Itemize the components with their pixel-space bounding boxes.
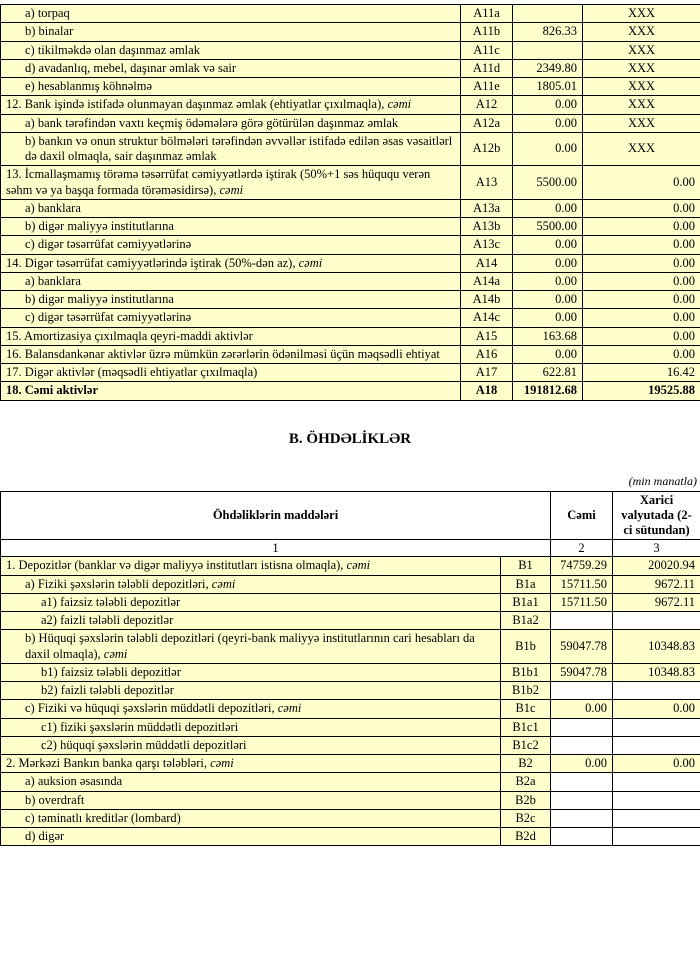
row-label-text: 12. Bank işində istifadə olunmayan daşınmaz əmlak (ehtiyatlar çıxılmaqla), <box>6 97 388 112</box>
row-code: B1 <box>501 557 551 575</box>
table-row <box>1 663 700 681</box>
liabilities-table-header <box>1 491 700 557</box>
row-code: A14c <box>461 309 513 327</box>
row-label <box>1 254 461 272</box>
row-label-text: b) overdraft <box>25 792 85 807</box>
row-label-italic: cəmi <box>387 97 412 112</box>
table-row <box>1 291 700 309</box>
row-fx-na: XXX <box>583 23 700 41</box>
table-row <box>1 114 700 132</box>
row-fx-value <box>613 736 700 754</box>
row-fx-value: 19525.88 <box>583 382 700 400</box>
row-fx-na: XXX <box>583 114 700 132</box>
row-total-value <box>513 41 583 59</box>
row-label <box>1 23 461 41</box>
row-label <box>1 364 461 382</box>
row-code: B1a <box>501 575 551 593</box>
row-label-text: a) auksion əsasında <box>25 774 123 789</box>
table-row <box>1 736 700 754</box>
row-code: A12a <box>461 114 513 132</box>
col-number-1: 1 <box>1 540 551 557</box>
row-total-value <box>551 612 613 630</box>
row-total-value: 0.00 <box>513 345 583 363</box>
row-total-value: 0.00 <box>513 199 583 217</box>
col-number-2: 2 <box>551 540 613 557</box>
row-label-text: a1) faizsiz tələbli depozitlər <box>41 594 181 609</box>
row-total-value <box>551 736 613 754</box>
table-row <box>1 78 700 96</box>
table-row <box>1 700 700 718</box>
row-code: A11e <box>461 78 513 96</box>
row-label-text: 18. Cəmi aktivlər <box>6 383 98 398</box>
row-code: A16 <box>461 345 513 363</box>
row-total-value <box>551 828 613 846</box>
row-code: B2d <box>501 828 551 846</box>
row-label <box>1 96 461 114</box>
row-label <box>1 663 501 681</box>
table-row <box>1 41 700 59</box>
row-fx-value <box>613 718 700 736</box>
row-label-text: b) digər maliyyə institutlarına <box>25 219 174 233</box>
assets-table <box>0 4 700 401</box>
row-fx-value: 0.00 <box>583 254 700 272</box>
table-row <box>1 5 700 23</box>
row-code: B2c <box>501 809 551 827</box>
row-code: A14b <box>461 291 513 309</box>
row-fx-value <box>613 791 700 809</box>
row-label <box>1 218 461 236</box>
row-total-value: 622.81 <box>513 364 583 382</box>
table-row <box>1 718 700 736</box>
table-row <box>1 382 700 400</box>
row-label <box>1 5 461 23</box>
row-label <box>1 612 501 630</box>
row-label <box>1 382 461 400</box>
row-code: B1c <box>501 700 551 718</box>
row-label-text: c1) fiziki şəxslərin müddətli depozitləri <box>41 719 239 734</box>
row-fx-value: 0.00 <box>583 218 700 236</box>
row-label-text: d) digər <box>25 829 65 843</box>
row-code: B1b1 <box>501 663 551 681</box>
row-fx-value: 0.00 <box>583 236 700 254</box>
col-header-items: Öhdəliklərin maddələri <box>1 491 551 540</box>
row-label <box>1 575 501 593</box>
row-label <box>1 557 501 575</box>
row-fx-value: 0.00 <box>583 199 700 217</box>
row-label-text: c2) hüquqi şəxslərin müddətli depozitləri <box>41 737 247 752</box>
table-row <box>1 630 700 664</box>
row-label <box>1 791 501 809</box>
row-label-text: b2) faizli tələbli depozitlər <box>41 683 174 697</box>
section-b-heading: B. ÖHDƏLİKLƏR <box>288 430 412 447</box>
row-label-text: a) bank tərəfindən vaxtı keçmiş ödəmələrə görə götürülən daşınmaz əmlak <box>25 115 399 130</box>
row-total-value: 0.00 <box>513 114 583 132</box>
row-total-value: 5500.00 <box>513 166 583 200</box>
row-total-value <box>551 791 613 809</box>
table-row <box>1 345 700 363</box>
row-label-text: a) torpaq <box>25 6 70 20</box>
row-code: A11b <box>461 23 513 41</box>
row-fx-value: 0.00 <box>583 272 700 290</box>
row-fx-na: XXX <box>583 78 700 96</box>
row-code: A12b <box>461 132 513 166</box>
row-label <box>1 309 461 327</box>
row-fx-value: 0.00 <box>613 755 700 773</box>
row-label-text: b) binalar <box>25 24 74 39</box>
row-total-value: 191812.68 <box>513 382 583 400</box>
table-row <box>1 593 700 611</box>
row-label-text: 1. Depozitlər (banklar və digər maliyyə institutları istisna olmaqla), <box>6 558 347 573</box>
row-label-text: a) banklara <box>25 273 81 288</box>
row-total-value <box>551 773 613 791</box>
table-row <box>1 132 700 166</box>
liabilities-table-body <box>1 557 700 846</box>
row-total-value: 59047.78 <box>551 630 613 664</box>
row-total-value <box>551 682 613 700</box>
row-fx-na: XXX <box>583 96 700 114</box>
row-label-text: c) digər təsərrüfat cəmiyyətlərinə <box>25 310 192 325</box>
col-number-3: 3 <box>613 540 700 557</box>
row-total-value: 0.00 <box>551 700 613 718</box>
row-fx-value: 0.00 <box>613 700 700 718</box>
row-code: A13c <box>461 236 513 254</box>
row-fx-value: 0.00 <box>583 327 700 345</box>
row-total-value: 0.00 <box>513 254 583 272</box>
row-label-text: 14. Digər təsərrüfat cəmiyyətlərində iştirak (50%-dən az), <box>6 255 299 270</box>
row-label <box>1 236 461 254</box>
row-label-text: a) banklara <box>25 200 81 215</box>
row-total-value: 0.00 <box>513 96 583 114</box>
row-label <box>1 593 501 611</box>
row-label <box>1 700 501 718</box>
table-row <box>1 682 700 700</box>
unit-note: (min manatla) <box>628 473 697 488</box>
col-header-total: Cəmi <box>551 491 613 540</box>
row-label-text: 17. Digər aktivlər (məqsədli ehtiyatlar çıxılmaqla) <box>6 365 258 379</box>
row-fx-na: XXX <box>583 132 700 166</box>
table-row <box>1 791 700 809</box>
table-row <box>1 773 700 791</box>
row-code: B1c1 <box>501 718 551 736</box>
table-row <box>1 612 700 630</box>
row-label-text: b1) faizsiz tələbli depozitlər <box>41 664 181 679</box>
row-total-value: 1805.01 <box>513 78 583 96</box>
row-fx-value <box>613 773 700 791</box>
row-total-value: 826.33 <box>513 23 583 41</box>
table-row <box>1 828 700 846</box>
row-fx-value: 0.00 <box>583 309 700 327</box>
row-total-value <box>513 5 583 23</box>
row-label-italic: cəmi <box>103 646 128 661</box>
row-total-value <box>551 809 613 827</box>
table-row <box>1 327 700 345</box>
row-code: B1a2 <box>501 612 551 630</box>
row-label <box>1 291 461 309</box>
row-total-value: 59047.78 <box>551 663 613 681</box>
row-code: A14 <box>461 254 513 272</box>
row-label-text: b) digər maliyyə institutlarına <box>25 292 174 306</box>
row-label <box>1 272 461 290</box>
row-label-text: b) Hüquqi şəxslərin tələbli depozitləri (qeyri-bank maliyyə institutlarının cari hesabları da daxil olmaqla), <box>25 631 475 661</box>
row-total-value: 0.00 <box>513 309 583 327</box>
row-label <box>1 809 501 827</box>
row-label <box>1 755 501 773</box>
row-total-value: 74759.29 <box>551 557 613 575</box>
row-label-italic: cəmi <box>210 756 234 770</box>
row-label-italic: cəmi <box>219 182 244 197</box>
row-fx-value: 10348.83 <box>613 663 700 681</box>
row-code: B2b <box>501 791 551 809</box>
row-code: A17 <box>461 364 513 382</box>
row-total-value: 15711.50 <box>551 575 613 593</box>
row-total-value: 0.00 <box>513 272 583 290</box>
row-fx-value <box>613 828 700 846</box>
table-row <box>1 364 700 382</box>
row-label-text: a2) faizli tələbli depozitlər <box>41 613 174 627</box>
row-label-text: 15. Amortizasiya çıxılmaqla qeyri-maddi aktivlər <box>6 328 253 343</box>
row-label <box>1 166 461 200</box>
row-fx-value <box>613 682 700 700</box>
row-fx-na: XXX <box>583 59 700 77</box>
row-code: A11a <box>461 5 513 23</box>
row-fx-value: 0.00 <box>583 345 700 363</box>
row-label-text: 2. Mərkəzi Bankın banka qarşı tələbləri, <box>6 756 211 770</box>
row-label-italic: cəmi <box>346 558 371 573</box>
liabilities-table <box>0 491 700 847</box>
row-label-text: a) Fiziki şəxslərin tələbli depozitləri, <box>25 576 212 591</box>
row-total-value <box>551 718 613 736</box>
row-label <box>1 327 461 345</box>
row-total-value: 15711.50 <box>551 593 613 611</box>
row-code: A13a <box>461 199 513 217</box>
header-row <box>1 491 700 540</box>
row-label <box>1 718 501 736</box>
row-label <box>1 199 461 217</box>
row-fx-value: 16.42 <box>583 364 700 382</box>
row-label <box>1 59 461 77</box>
row-total-value: 0.00 <box>513 236 583 254</box>
row-label <box>1 773 501 791</box>
table-row <box>1 59 700 77</box>
row-total-value: 0.00 <box>513 132 583 166</box>
row-total-value: 0.00 <box>551 755 613 773</box>
row-code: A15 <box>461 327 513 345</box>
row-fx-value: 0.00 <box>583 166 700 200</box>
row-code: A11c <box>461 41 513 59</box>
table-row <box>1 254 700 272</box>
row-label <box>1 114 461 132</box>
row-label-text: c) tikilməkdə olan daşınmaz əmlak <box>25 42 200 57</box>
table-row <box>1 23 700 41</box>
row-fx-na: XXX <box>583 41 700 59</box>
row-fx-value: 9672.11 <box>613 593 700 611</box>
row-fx-value <box>613 612 700 630</box>
row-label-text: c) Fiziki və hüquqi şəxslərin müddətli depozitləri, <box>25 701 278 716</box>
row-code: A13 <box>461 166 513 200</box>
table-row <box>1 809 700 827</box>
row-code: A11d <box>461 59 513 77</box>
row-label <box>1 828 501 846</box>
row-code: B2a <box>501 773 551 791</box>
assets-table-body <box>1 5 700 401</box>
row-code: B1b <box>501 630 551 664</box>
row-label <box>1 630 501 664</box>
table-row <box>1 557 700 575</box>
row-total-value: 5500.00 <box>513 218 583 236</box>
row-code: A13b <box>461 218 513 236</box>
row-label-text: d) avadanlıq, mebel, daşınar əmlak və sair <box>25 60 237 75</box>
row-label <box>1 78 461 96</box>
row-code: B2 <box>501 755 551 773</box>
table-row <box>1 96 700 114</box>
row-fx-na: XXX <box>583 5 700 23</box>
table-row <box>1 166 700 200</box>
row-label <box>1 345 461 363</box>
table-row <box>1 199 700 217</box>
row-fx-value: 20020.94 <box>613 557 700 575</box>
table-row <box>1 272 700 290</box>
row-label-italic: cəmi <box>277 701 302 716</box>
table-row <box>1 755 700 773</box>
row-label <box>1 132 461 166</box>
table-row <box>1 236 700 254</box>
row-label <box>1 736 501 754</box>
row-code: B1a1 <box>501 593 551 611</box>
row-label-italic: cəmi <box>298 255 323 270</box>
row-label-text: e) hesablanmış köhnəlmə <box>25 79 153 93</box>
row-label-italic: cəmi <box>211 576 236 591</box>
row-code: B1c2 <box>501 736 551 754</box>
row-total-value: 163.68 <box>513 327 583 345</box>
row-code: B1b2 <box>501 682 551 700</box>
table-row <box>1 218 700 236</box>
row-fx-value: 10348.83 <box>613 630 700 664</box>
row-label-text: b) bankın və onun struktur bölmələri tərəfindən əvvəllər istifadə edilən əsas vəsaitlərl də daxil olmaqla, sair daşınmaz əmlak <box>25 133 453 163</box>
row-code: A18 <box>461 382 513 400</box>
row-label-text: c) digər təsərrüfat cəmiyyətlərinə <box>25 237 192 252</box>
row-fx-value: 0.00 <box>583 291 700 309</box>
row-total-value: 0.00 <box>513 291 583 309</box>
table-row <box>1 309 700 327</box>
row-fx-value <box>613 809 700 827</box>
row-code: A14a <box>461 272 513 290</box>
row-label-text: 13. İcmallaşmamış törəmə təsərrüfat cəmiyyətlərdə iştirak (50%+1 səs hüququ verən səhm və ya başqa formada törəməsidirsə), <box>6 167 431 197</box>
row-label <box>1 682 501 700</box>
row-label-text: 16. Balansdankənar aktivlər üzrə mümkün zərərlərin ödənilməsi üçün məqsədli ehtiyat <box>6 346 440 361</box>
row-label-text: c) təminatlı kreditlər (lombard) <box>25 810 181 825</box>
row-total-value: 2349.80 <box>513 59 583 77</box>
table-row <box>1 575 700 593</box>
col-header-fx: Xarici valyutada (2-ci sütundan) <box>613 491 700 540</box>
column-number-row <box>1 540 700 557</box>
row-label <box>1 41 461 59</box>
row-code: A12 <box>461 96 513 114</box>
row-fx-value: 9672.11 <box>613 575 700 593</box>
